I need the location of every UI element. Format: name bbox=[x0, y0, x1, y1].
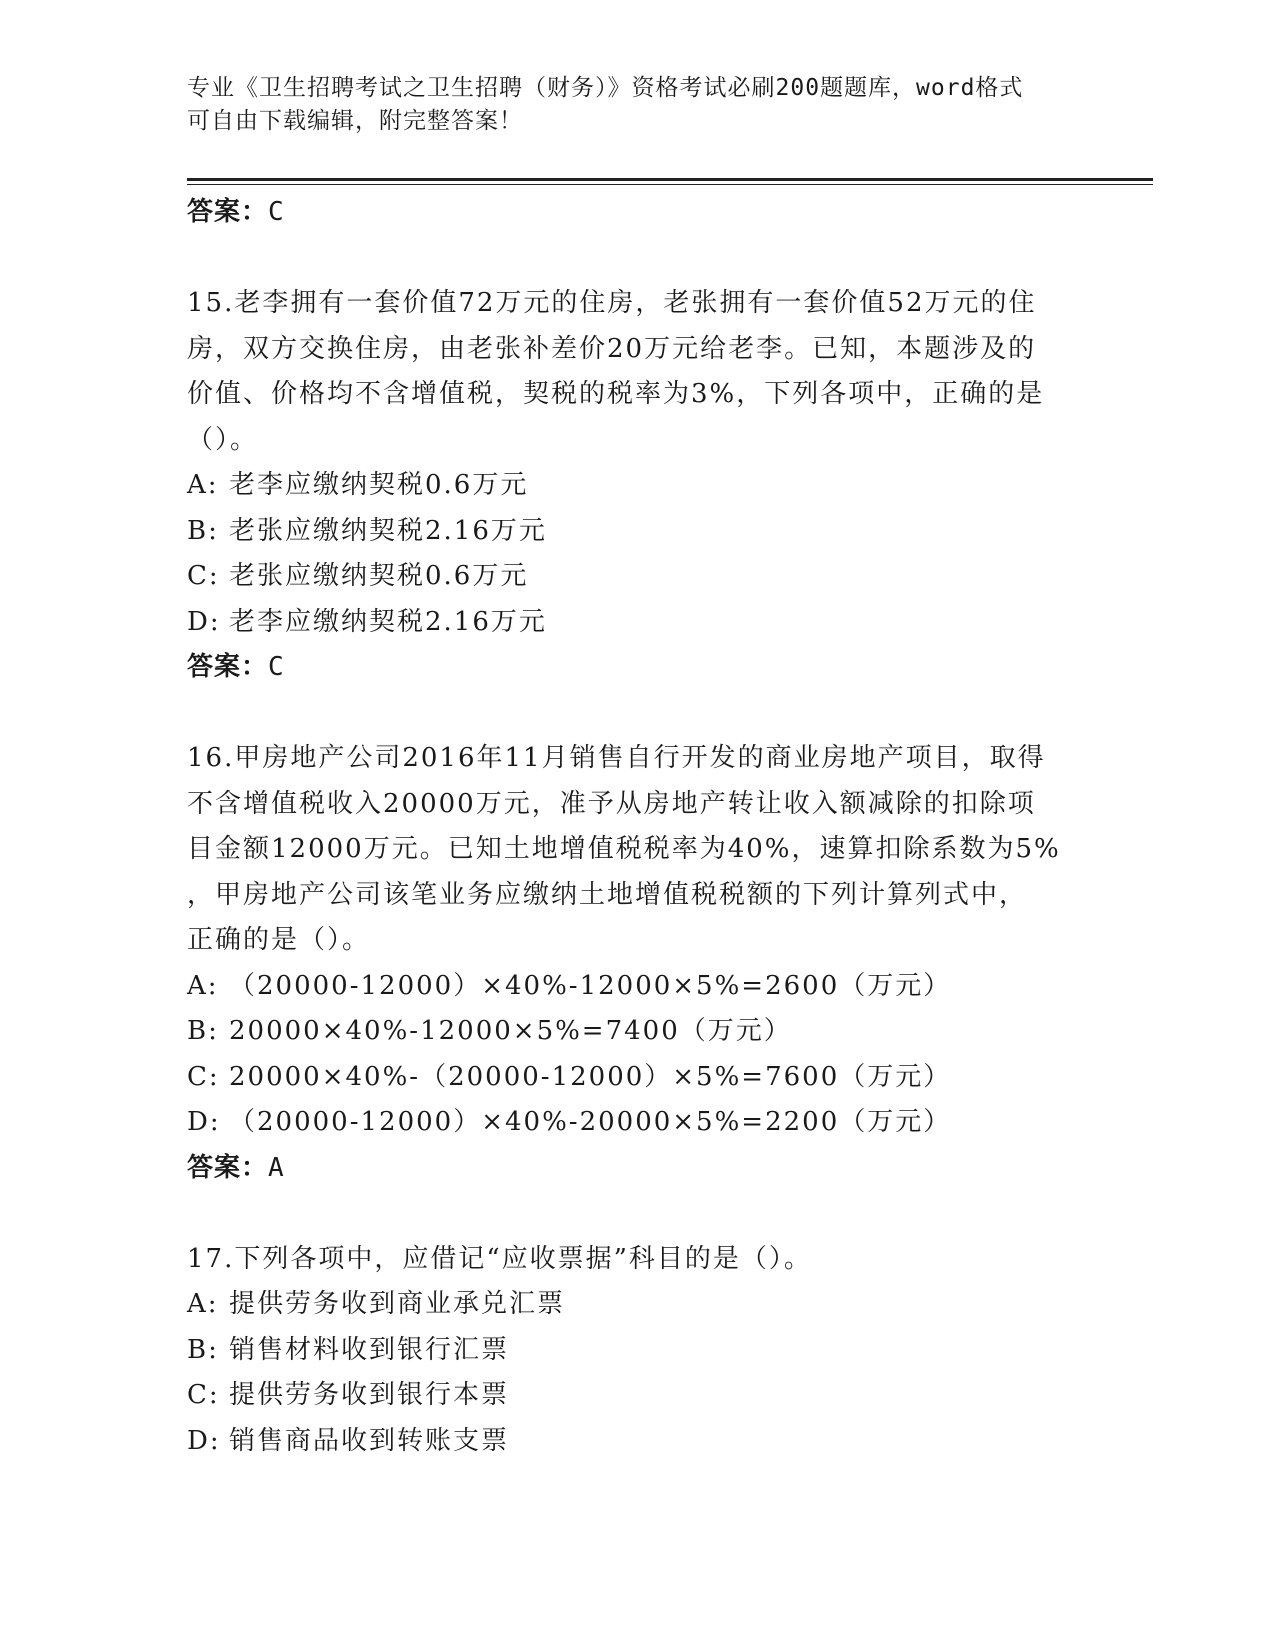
option-label: B: bbox=[187, 1334, 219, 1365]
option-c bbox=[187, 1055, 1087, 1101]
option-text: （20000-12000）×40%-20000×5%=2200（万元） bbox=[229, 1107, 952, 1137]
question-16 bbox=[187, 736, 1087, 1191]
option-b bbox=[187, 1009, 1087, 1055]
header-line-2: 可自由下载编辑，附完整答案！ bbox=[187, 108, 523, 134]
option-label: D: bbox=[187, 1107, 221, 1137]
header-line-1: 专业《卫生招聘考试之卫生招聘（财务）》资格考试必刷200题题库，word格式 bbox=[187, 75, 1024, 101]
answer-line bbox=[187, 645, 1087, 691]
option-label: D: bbox=[187, 606, 221, 637]
question-text-line: ，甲房地产公司该笔业务应缴纳土地增值税税额的下列计算列式中， bbox=[187, 879, 1028, 910]
option-a bbox=[187, 964, 1087, 1010]
option-label: B: bbox=[187, 1016, 219, 1046]
option-label: C: bbox=[187, 561, 220, 591]
option-text: 20000×40%-12000×5%=7400（万元） bbox=[229, 1016, 792, 1046]
option-d bbox=[187, 600, 1087, 646]
option-a bbox=[187, 463, 1087, 509]
option-text: 销售材料收到银行汇票 bbox=[229, 1334, 510, 1365]
option-c bbox=[187, 1373, 1087, 1419]
option-text: 提供劳务收到银行本票 bbox=[229, 1380, 510, 1410]
option-label: C: bbox=[187, 1380, 220, 1410]
question-text-line: （）。 bbox=[187, 424, 259, 455]
question-text-line: 正确的是（）。 bbox=[187, 925, 371, 955]
answer-value: A bbox=[268, 1152, 285, 1183]
option-label: A: bbox=[187, 1289, 219, 1319]
option-c bbox=[187, 554, 1087, 600]
question-list bbox=[187, 190, 1087, 1464]
option-text: 老李应缴纳契税2.16万元 bbox=[229, 606, 547, 637]
option-text: 销售商品收到转账支票 bbox=[229, 1425, 510, 1456]
question-15 bbox=[187, 281, 1087, 691]
header-divider-thick bbox=[187, 178, 1153, 181]
question-17 bbox=[187, 1237, 1087, 1465]
option-label: A: bbox=[187, 970, 219, 1001]
option-label: D: bbox=[187, 1425, 221, 1456]
question-text-line: 16.甲房地产公司2016年11月销售自行开发的商业房地产项目，取得 bbox=[187, 743, 1046, 773]
answer-label: 答案： bbox=[187, 197, 269, 227]
answer-line bbox=[187, 190, 1087, 236]
question-text-line: 不含增值税收入20000万元，准予从房地产转让收入额减除的扣除项 bbox=[187, 788, 1036, 819]
option-d bbox=[187, 1419, 1087, 1465]
option-text: 老张应缴纳契税2.16万元 bbox=[229, 515, 547, 546]
option-label: B: bbox=[187, 515, 219, 546]
header-divider-thin bbox=[187, 184, 1153, 185]
option-label: A: bbox=[187, 470, 219, 500]
question-text-line: 17.下列各项中，应借记“应收票据”科目的是（）。 bbox=[187, 1243, 812, 1274]
option-b bbox=[187, 1328, 1087, 1374]
option-text: 老李应缴纳契税0.6万元 bbox=[229, 470, 529, 500]
answer-value: C bbox=[268, 197, 285, 227]
question-text-line: 价值、价格均不含增值税，契税的税率为3%，下列各项中，正确的是 bbox=[187, 379, 1045, 409]
option-b bbox=[187, 509, 1087, 555]
option-label: C: bbox=[187, 1061, 220, 1092]
page-header bbox=[187, 72, 1067, 138]
option-text: （20000-12000）×40%-12000×5%=2600（万元） bbox=[229, 970, 952, 1001]
answer-line bbox=[187, 1146, 1087, 1192]
question-text-line: 房，双方交换住房，由老张补差价20万元给老李。已知，本题涉及的 bbox=[187, 333, 1037, 364]
option-text: 提供劳务收到商业承兑汇票 bbox=[229, 1289, 566, 1319]
answer-value: C bbox=[268, 652, 285, 682]
option-d bbox=[187, 1100, 1087, 1146]
option-a bbox=[187, 1282, 1087, 1328]
option-text: 20000×40%-（20000-12000）×5%=7600（万元） bbox=[229, 1061, 952, 1092]
option-text: 老张应缴纳契税0.6万元 bbox=[229, 561, 529, 591]
question-text-line: 目金额12000万元。已知土地增值税税率为40%，速算扣除系数为5% bbox=[187, 834, 1061, 864]
question-text-line: 15.老李拥有一套价值72万元的住房，老张拥有一套价值52万元的住 bbox=[187, 288, 1037, 318]
answer-label: 答案： bbox=[187, 652, 269, 682]
answer-label: 答案： bbox=[187, 1152, 269, 1183]
